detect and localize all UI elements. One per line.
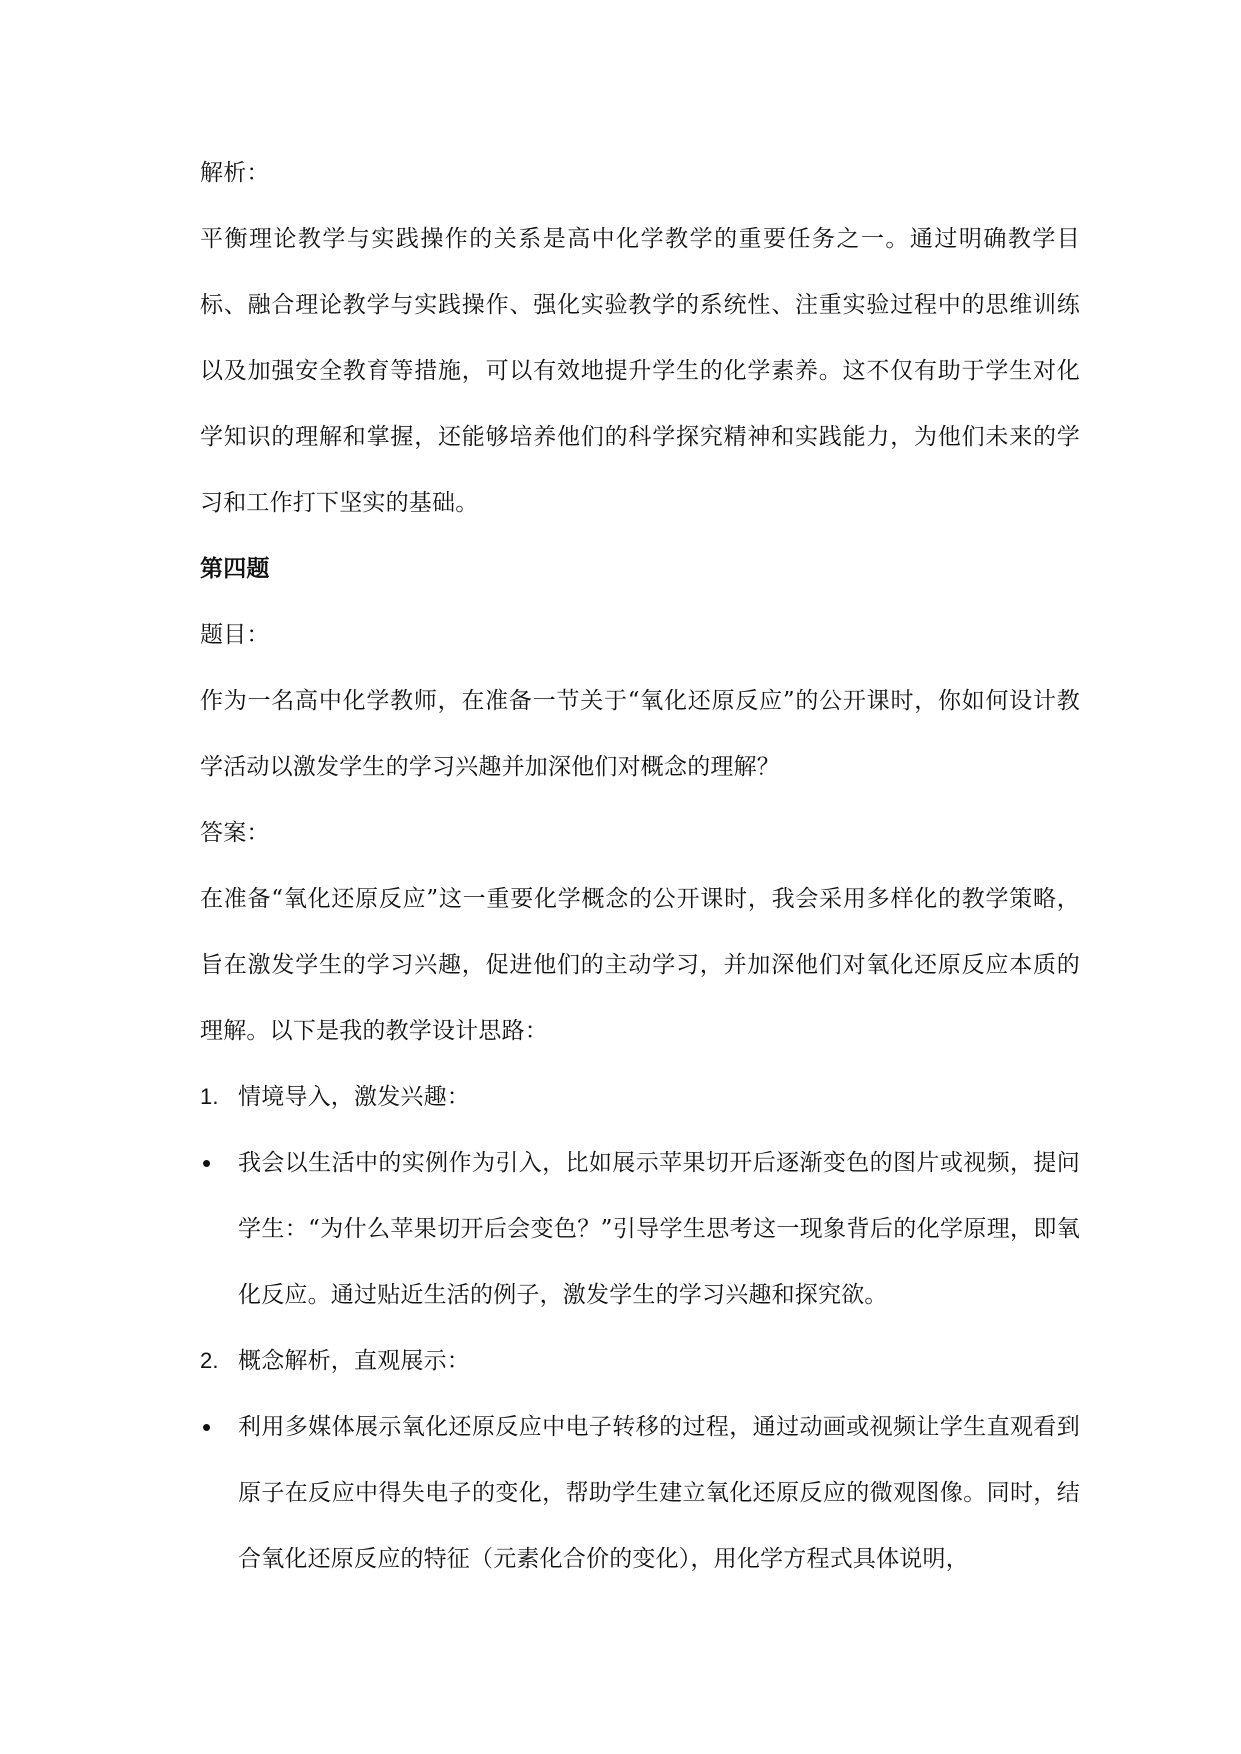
bullet-item-1 bbox=[200, 1130, 1080, 1328]
document-body bbox=[200, 140, 1080, 1592]
analysis-label: 解析： bbox=[200, 160, 270, 186]
number-marker: 1. bbox=[200, 1084, 219, 1109]
analysis-paragraph: 平衡理论教学与实践操作的关系是高中化学教学的重要任务之一。通过明确教学目标、融合理论教学与实践操作、强化实验教学的系统性、注重实验过程中的思维训练以及加强安全教育等措施，可以有效地提升学生的化学素养。这不仅有助于学生对化学知识的理解和掌握，还能够培养他们的科学探究精神和实践能力，为他们未来的学习和工作打下坚实的基础。 bbox=[200, 226, 1080, 516]
bullet-marker: • bbox=[202, 1412, 212, 1442]
bullet-marker: • bbox=[202, 1148, 212, 1178]
section-heading: 第四题 bbox=[200, 555, 270, 582]
numbered-item-text: 情境导入，激发兴趣： bbox=[238, 1084, 470, 1110]
bullet-item-text: 利用多媒体展示氧化还原反应中电子转移的过程，通过动画或视频让学生直观看到原子在反应中得失电子的变化，帮助学生建立氧化还原反应的微观图像。同时，结合氧化还原反应的特征（元素化合价的变化），用化学方程式具体说明， bbox=[238, 1414, 1080, 1572]
answer-intro-paragraph: 在准备“氧化还原反应”这一重要化学概念的公开课时，我会采用多样化的教学策略，旨在激发学生的学习兴趣，促进他们的主动学习，并加深他们对氧化还原反应本质的理解。以下是我的教学设计思路： bbox=[200, 886, 1080, 1044]
numbered-item-2 bbox=[200, 1328, 1080, 1394]
question-label: 题目： bbox=[200, 622, 270, 648]
numbered-item-1 bbox=[200, 1064, 1080, 1130]
question-paragraph: 作为一名高中化学教师，在准备一节关于“氧化还原反应”的公开课时，你如何设计教学活动以激发学生的学习兴趣并加深他们对概念的理解？ bbox=[200, 688, 1080, 780]
bullet-item-2 bbox=[200, 1394, 1080, 1592]
bullet-item-text: 我会以生活中的实例作为引入，比如展示苹果切开后逐渐变色的图片或视频，提问学生：“为什么苹果切开后会变色？”引导学生思考这一现象背后的化学原理，即氧化反应。通过贴近生活的例子，激发学生的学习兴趣和探究欲。 bbox=[238, 1150, 1080, 1308]
numbered-item-text: 概念解析，直观展示： bbox=[238, 1348, 470, 1374]
number-marker: 2. bbox=[200, 1348, 219, 1373]
answer-label: 答案： bbox=[200, 820, 270, 846]
